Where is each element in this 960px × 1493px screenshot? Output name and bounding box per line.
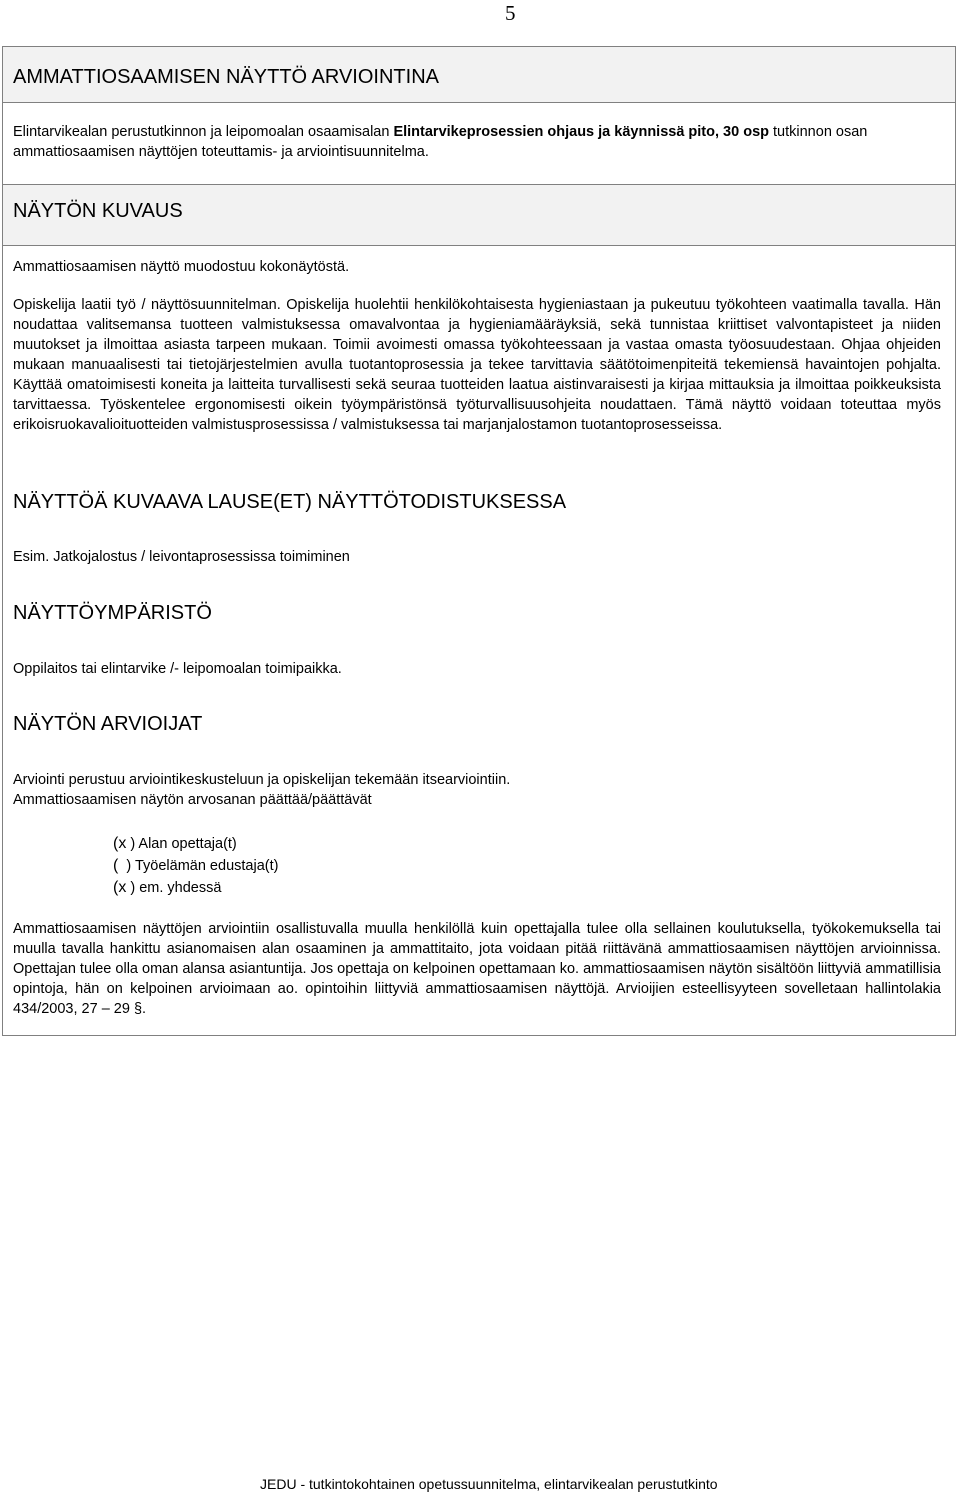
arvioijat-intro <box>13 770 941 810</box>
ymparisto-text: Oppilaitos tai elintarvike /- leipomoalan toimipaikka. <box>13 661 342 677</box>
option-mark: (x <box>113 879 127 896</box>
option-label: ) Työelämän edustaja(t) <box>118 858 279 874</box>
arvioijat-heading: NÄYTÖN ARVIOIJAT <box>13 713 203 735</box>
page-number: 5 <box>505 1 516 25</box>
intro-bold: Elintarvikeprosessien ohjaus ja käynnissä pito, 30 osp <box>393 124 769 140</box>
lause-text: Esim. Jatkojalostus / leivontaprosessissa toimiminen <box>13 549 350 565</box>
arvioijat-line1: Arviointi perustuu arviointikeskusteluun ja opiskelijan tekemään itsearviointiin. <box>13 772 511 788</box>
ymparisto-heading: NÄYTTÖYMPÄRISTÖ <box>13 602 212 624</box>
intro-suffix: tutkinnon osan ammattiosaamisen näyttöjen toteuttamis- ja arviointisuunnitelma. <box>13 124 868 160</box>
lause-block <box>13 547 941 567</box>
assessor-option <box>113 833 278 855</box>
lause-heading: NÄYTTÖÄ KUVAAVA LAUSE(ET) NÄYTTÖTODISTUKSESSA <box>13 491 567 513</box>
arvioijat-paragraph: Ammattiosaamisen näyttöjen arviointiin osallistuvalla muulla henkilöllä kuin opettajalla tulee olla sellainen koulutuksella, työkokemuksella tai muulla tavalla hankittu asianomaisen alan osaaminen ja ammattitaito, jota voidaan pitää riittävänä ammattiosaamisen näyttöjen arvioinnissa. Opettajan tulee olla oman alansa asiantuntija. Jos opettaja on kelpoinen opettamaan ko. ammattiosaamisen näytön sisältöön liittyviä ammatillisia opintoja, hän on kelpoinen arvioimaan ao. opintoihin liittyviä ammattiosaamisen näyttöjä. Arvioijien esteellisyyteen sovelletaan hallintolakia 434/2003, 27 – 29 §. <box>13 921 941 1017</box>
title-band <box>3 47 955 103</box>
kuvaus-band <box>3 184 955 246</box>
page-title: AMMATTIOSAAMISEN NÄYTTÖ ARVIOINTINA <box>13 66 439 88</box>
intro-text <box>13 122 941 162</box>
arvioijat-paragraph-block <box>13 919 941 1019</box>
intro-prefix: Elintarvikealan perustutkinnon ja leipomoalan osaamisalan <box>13 124 394 140</box>
kuvaus-line1: Ammattiosaamisen näyttö muodostuu kokonäytöstä. <box>13 259 350 275</box>
option-mark: (x <box>113 835 127 852</box>
kuvaus-line <box>13 257 941 277</box>
ymparisto-block <box>13 659 941 679</box>
assessor-checklist <box>113 833 278 899</box>
option-label: ) em. yhdessä <box>126 880 222 896</box>
assessment-frame <box>2 46 956 1036</box>
option-label: ) Alan opettaja(t) <box>126 836 237 852</box>
page-footer: JEDU - tutkintokohtainen opetussuunnitelma, elintarvikealan perustutkinto <box>260 1476 718 1492</box>
kuvaus-paragraph-block <box>13 295 941 435</box>
arvioijat-line2: Ammattiosaamisen näytön arvosanan päättää/päättävät <box>13 792 372 808</box>
assessor-option <box>113 855 278 877</box>
kuvaus-paragraph: Opiskelija laatii työ / näyttösuunnitelman. Opiskelija huolehtii henkilökohtaisesta hygieniastaan ja pukeutuu työkohteen vaatimalla tavalla. Hän noudattaa valitsemansa tuotteen valmistuksessa omavalvontaa ja hygieniamääräyksiä, sekä tunnistaa kriittiset valvontapisteet ja niiden muutokset ja ilmoittaa asiasta tarpeen mukaan. Toimii avoimesti omassa työkohteessaan ja vastaa omasta työosuudestaan. Ohjaa ohjeiden mukaan manuaalisesti tai tietojärjestelmien avulla tuotantoprosessia ja tekee tarvittavia säätötoimenpiteitä tekemiensä havaintojen pohjalta. Käyttää omatoimisesti koneita ja laitteita turvallisesti sekä seuraa tuotteiden laatua aistinvaraisesti ja kirjaa mittauksia ja ilmoittaa poikkeuksista tarvittaessa. Työskentelee ergonomisesti oikein työympäristönsä työturvallisuusohjeita noudattaen. Tämä näyttö voidaan toteuttaa myös erikoisruokavalioituotteiden valmistusprosessissa / valmistuksessa tai marjanjalostamon tuotantoprosesseissa. <box>13 297 941 433</box>
intro-block <box>13 122 941 162</box>
option-mark: ( <box>113 857 119 874</box>
kuvaus-heading: NÄYTÖN KUVAUS <box>13 200 183 222</box>
assessor-option <box>113 877 278 899</box>
